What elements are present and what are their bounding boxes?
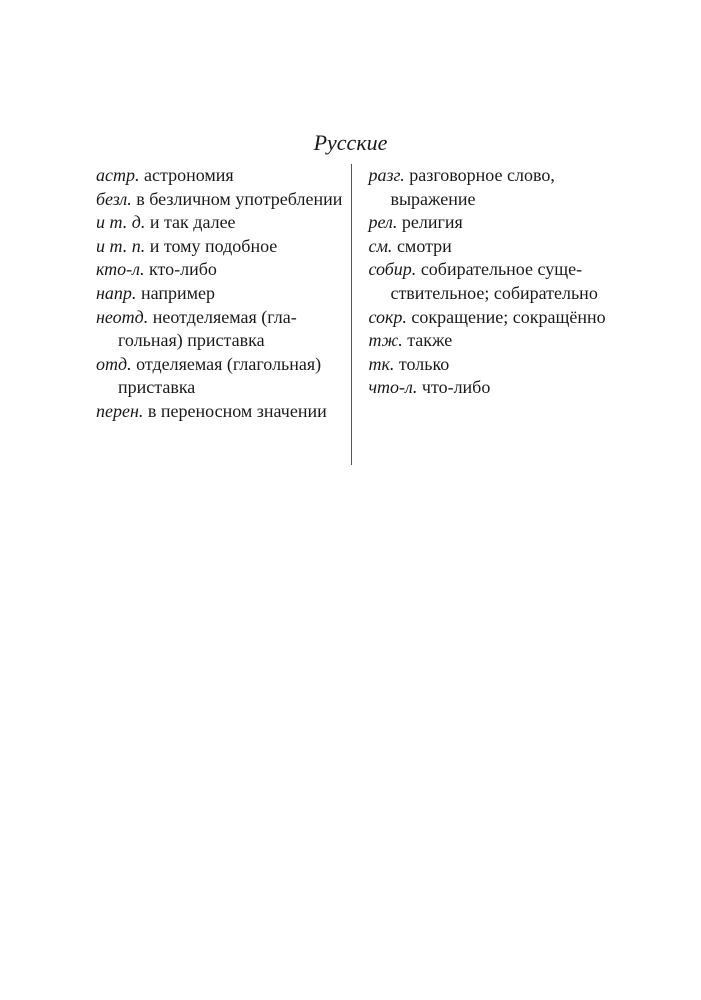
abbreviation: и т. п.	[96, 235, 146, 256]
abbreviation-meaning: смотри	[396, 235, 452, 256]
abbreviation-meaning: также	[407, 330, 453, 351]
abbreviation-entry	[96, 211, 351, 235]
abbreviation: сокр.	[368, 306, 407, 327]
abbreviation-meaning: в переносном значении	[147, 400, 327, 421]
abbreviation-entry	[96, 188, 351, 212]
abbreviation-entry	[96, 282, 351, 306]
abbreviation-meaning: и тому подобное	[149, 235, 278, 256]
section-title: Русские	[313, 130, 388, 155]
right-column	[368, 164, 616, 465]
abbreviation-meaning: только	[398, 353, 450, 374]
abbreviation: разг.	[368, 165, 405, 185]
abbreviation-entry	[368, 329, 616, 353]
abbreviation-entry	[96, 400, 351, 424]
abbreviation: безл.	[96, 188, 132, 209]
abbreviation-entry	[96, 164, 351, 188]
abbreviation: перен.	[96, 400, 144, 421]
abbreviation-entry	[368, 235, 616, 259]
abbreviation-meaning: астрономия	[144, 165, 234, 185]
abbreviation-entry	[368, 306, 616, 330]
abbreviation-meaning: собирательное существительное; собирательно	[390, 259, 598, 303]
abbreviation: см.	[368, 235, 393, 256]
abbreviation-entry	[368, 376, 616, 400]
abbreviation-meaning: например	[140, 282, 215, 303]
left-column	[96, 164, 351, 465]
abbreviation-meaning: и так далее	[149, 212, 236, 233]
abbreviation: рел.	[368, 212, 398, 233]
abbreviation-entry	[368, 258, 616, 305]
abbreviation: что-л.	[368, 377, 418, 398]
abbreviation: тж.	[368, 330, 403, 351]
abbreviation-entry	[96, 353, 351, 400]
abbreviation-meaning: что-либо	[421, 377, 491, 398]
abbreviation-entry	[368, 164, 616, 211]
abbreviation-meaning: разговорное слово, выражение	[390, 165, 555, 209]
abbreviation-entry	[368, 353, 616, 377]
abbreviation-meaning: отделяемая (глагольная) приставка	[118, 353, 322, 398]
abbreviation: астр.	[96, 165, 140, 185]
column-divider	[351, 164, 352, 465]
abbreviation: собир.	[368, 259, 417, 280]
abbreviation-list	[96, 164, 616, 465]
abbreviation-entry	[96, 235, 351, 259]
abbreviation: кто-л.	[96, 259, 145, 280]
abbreviation-entry	[368, 211, 616, 235]
abbreviation-entry	[96, 306, 351, 353]
abbreviation: напр.	[96, 282, 137, 303]
abbreviation: неотд.	[96, 306, 149, 327]
abbreviation-entry	[96, 258, 351, 282]
abbreviation-meaning: сокращение; сокращённо	[411, 306, 606, 327]
abbreviation: и т. д.	[96, 212, 146, 233]
abbreviation-meaning: религия	[401, 212, 463, 233]
abbreviation: тк.	[368, 353, 395, 374]
abbreviation-meaning: кто-либо	[149, 259, 217, 280]
abbreviation-meaning: в безличном употреблении	[136, 188, 343, 209]
abbreviation-meaning: неотделяемая (глагольная) приставка	[118, 306, 297, 351]
abbreviation: отд.	[96, 353, 132, 374]
